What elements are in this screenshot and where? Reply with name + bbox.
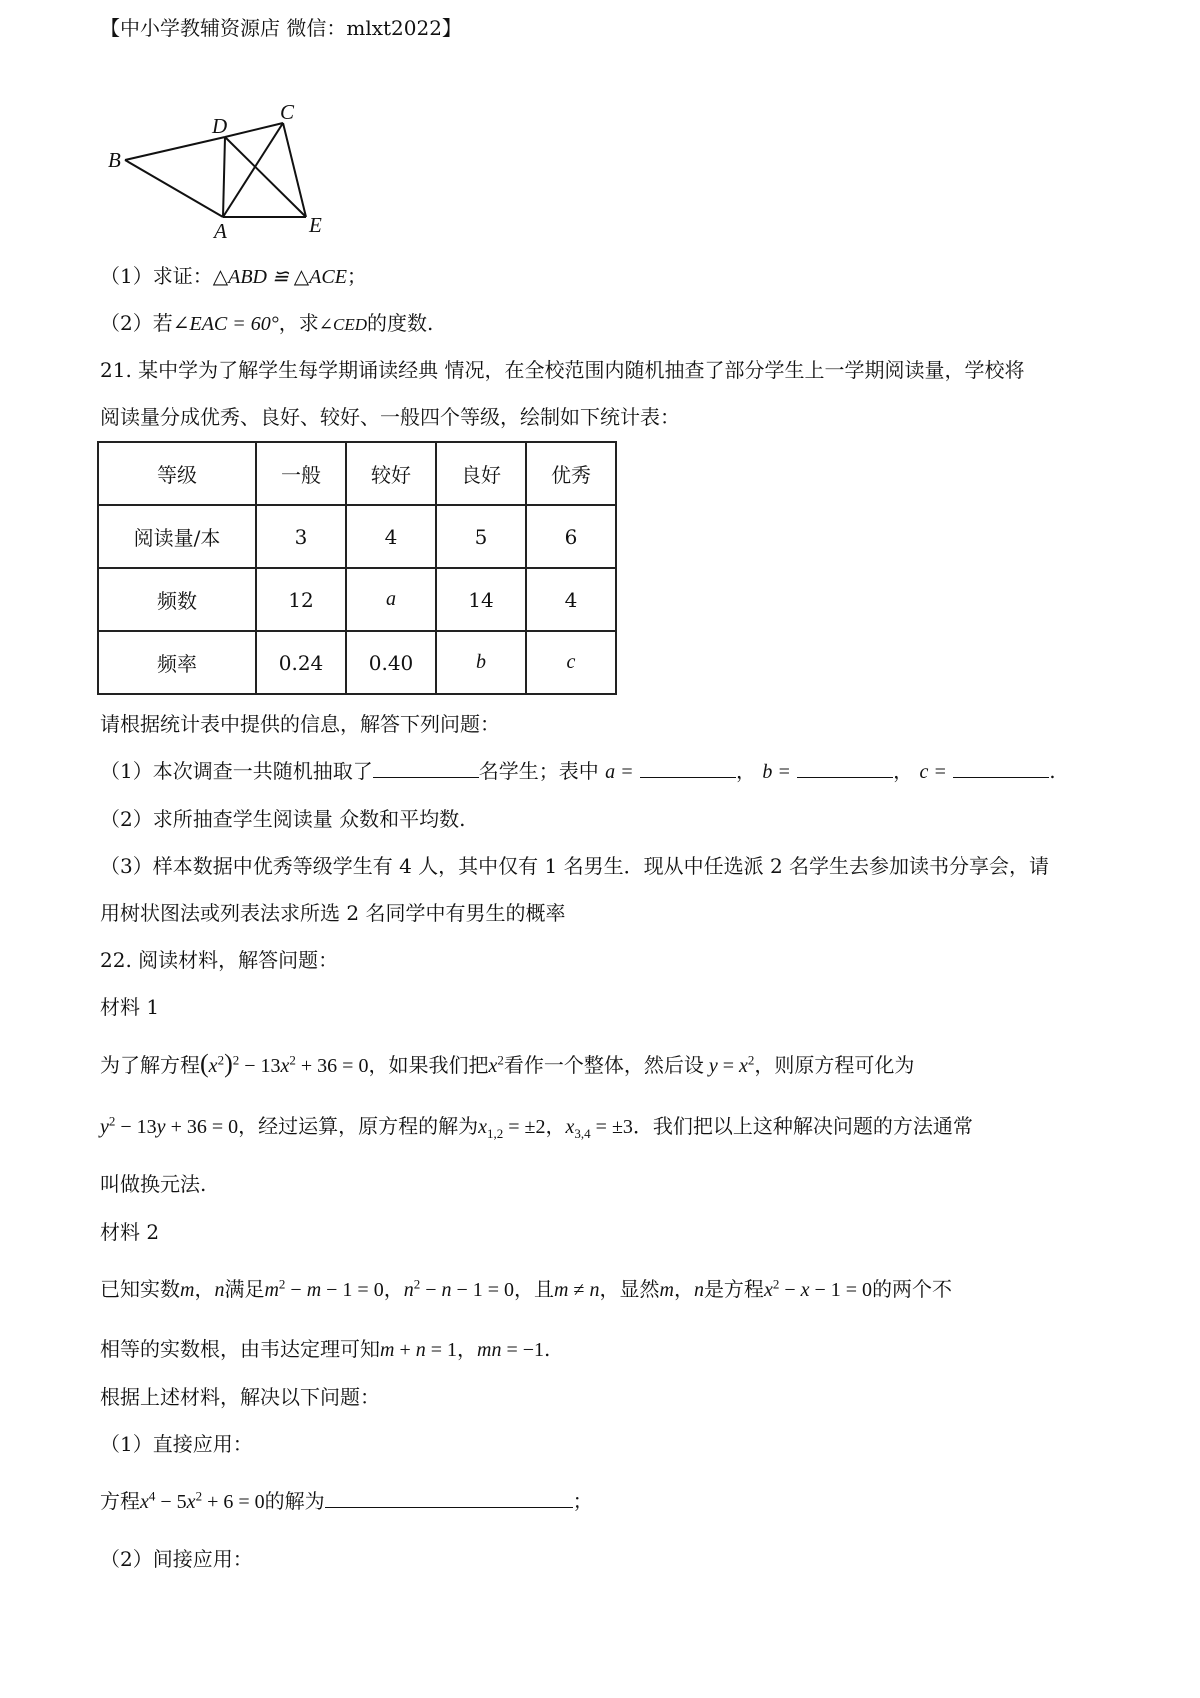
m2-l2-b: ， bbox=[457, 1337, 478, 1361]
table-cell: 频率 bbox=[98, 631, 256, 694]
table-cell: 4 bbox=[526, 568, 616, 631]
q21-part1 bbox=[100, 757, 1056, 786]
answer-blank-a bbox=[640, 759, 736, 778]
s1-eq-end: ； bbox=[572, 1489, 593, 1513]
material1-title: 材料 1 bbox=[100, 995, 160, 1019]
q21-intro-line1: 21. 某中学为了解学生每学期诵读经典 情况，在全校范围内随机抽查了部分学生上一学期阅读量，学校将 bbox=[100, 358, 1025, 382]
label-a: A bbox=[214, 219, 227, 243]
m2-l1-g: 的两个不 bbox=[872, 1277, 953, 1301]
m1-l1-d: ，则原方程可化为 bbox=[754, 1053, 915, 1077]
table-row bbox=[98, 568, 616, 631]
material1-line2 bbox=[100, 1112, 973, 1141]
segment-ce bbox=[283, 123, 306, 217]
table-cell: 12 bbox=[256, 568, 346, 631]
table-cell: b bbox=[436, 631, 526, 694]
q20-p2-math2: ∠CED bbox=[318, 315, 368, 334]
m2-m-neq-n: m ≠ n bbox=[554, 1279, 600, 1301]
q21-p1-c-label: c = bbox=[919, 761, 947, 783]
m1-l1-a: 为了解方程 bbox=[100, 1053, 200, 1077]
table-cell: 较好 bbox=[346, 442, 436, 505]
table-cell: 0.24 bbox=[256, 631, 346, 694]
table-cell: 良好 bbox=[436, 442, 526, 505]
q21-intro-line2: 阅读量分成优秀、良好、较好、一般四个等级，绘制如下统计表： bbox=[100, 405, 680, 429]
m2-l1-f: 是方程 bbox=[703, 1277, 764, 1301]
m1-l2-c: ， bbox=[545, 1114, 566, 1138]
m2-l2-a: 相等的实数根，由韦达定理可知 bbox=[100, 1337, 380, 1361]
label-c: C bbox=[280, 100, 295, 124]
table-cell: c bbox=[526, 631, 616, 694]
m1-solution-34: $x_{3,4} = \pm 3$ bbox=[565, 1116, 633, 1141]
material1-line3: 叫做换元法. bbox=[100, 1172, 207, 1196]
m1-l2-b: ，经过运算，原方程的解为 bbox=[238, 1114, 479, 1138]
m1-equation-original: $(x^2)^2 - 13x^2 + 36 = 0$ bbox=[200, 1049, 369, 1078]
m2-l1-a: 已知实数 bbox=[100, 1277, 180, 1301]
m2-l1-c: ， bbox=[383, 1277, 404, 1301]
answer-blank-c bbox=[953, 759, 1049, 778]
m2-l1-b: 满足 bbox=[224, 1277, 265, 1301]
segment-ca bbox=[223, 123, 283, 217]
q22-intro: 22. 阅读材料，解答问题： bbox=[100, 948, 339, 972]
s1-equation: $x^4 - 5x^2 + 6 = 0$ bbox=[140, 1488, 265, 1513]
s1-eq-b: 的解为 bbox=[264, 1489, 325, 1513]
m1-l1-c: 看作一个整体，然后设 bbox=[503, 1053, 704, 1077]
sub-question-1: （1）直接应用： bbox=[100, 1432, 253, 1456]
table-cell: 0.40 bbox=[346, 631, 436, 694]
material1-line1 bbox=[100, 1050, 914, 1080]
geometry-figure bbox=[100, 95, 340, 245]
table-cell: 频数 bbox=[98, 568, 256, 631]
answer-blank-b bbox=[797, 759, 893, 778]
segment-da bbox=[223, 137, 225, 217]
table-cell: 3 bbox=[256, 505, 346, 568]
material2-line2 bbox=[100, 1335, 550, 1364]
m1-l1-b: ，如果我们把 bbox=[368, 1053, 489, 1077]
m2-product: mn = −1 bbox=[477, 1339, 545, 1361]
m2-l1-d: ，且 bbox=[514, 1277, 555, 1301]
m2-equation-m: $m^2 - m - 1 = 0$ bbox=[264, 1276, 384, 1301]
q20-p1-suffix: ； bbox=[346, 264, 367, 288]
q20-part2 bbox=[100, 309, 433, 339]
m1-substitution: $y = x^2$ bbox=[708, 1052, 755, 1077]
q21-p1-a-label: a = bbox=[605, 761, 634, 783]
table-row bbox=[98, 442, 616, 505]
table-cell: 一般 bbox=[256, 442, 346, 505]
m1-x-squared: $x^2$ bbox=[488, 1052, 504, 1077]
m2-equation-x: $x^2 - x - 1 = 0$ bbox=[763, 1276, 873, 1301]
q21-p1-b-label: b = bbox=[762, 761, 791, 783]
m2-vars-mn-2: m，n bbox=[659, 1279, 704, 1301]
m1-solution-12: $x_{1,2} = \pm 2$ bbox=[478, 1116, 546, 1141]
m2-l1-e: ，显然 bbox=[599, 1277, 660, 1301]
table-row bbox=[98, 505, 616, 568]
sub-question-1-equation bbox=[100, 1487, 593, 1516]
q21-p1-comma1: ， bbox=[735, 759, 756, 783]
q20-p1-math: △ABD ≌ △ACE bbox=[212, 266, 347, 288]
answer-blank-count bbox=[373, 759, 479, 778]
q21-p1-text1: （1）本次调查一共随机抽取了 bbox=[100, 759, 373, 783]
q20-p2-suffix: 的度数. bbox=[367, 311, 434, 335]
q21-part2: （2）求所抽查学生阅读量 众数和平均数. bbox=[100, 807, 466, 831]
segment-ba bbox=[125, 160, 223, 217]
label-b: B bbox=[108, 148, 121, 172]
table-cell: a bbox=[346, 568, 436, 631]
table-cell: 阅读量/本 bbox=[98, 505, 256, 568]
m2-l2-c: . bbox=[544, 1337, 551, 1361]
q21-p1-end: . bbox=[1049, 759, 1056, 783]
m2-sum: m + n = 1 bbox=[380, 1339, 458, 1361]
table-cell: 5 bbox=[436, 505, 526, 568]
answer-blank-s1 bbox=[325, 1489, 573, 1508]
table-cell: 等级 bbox=[98, 442, 256, 505]
m1-l2-d: ．我们把以上这种解决问题的方法通常 bbox=[632, 1114, 973, 1138]
table-row bbox=[98, 631, 616, 694]
q21-part3-line1: （3）样本数据中优秀等级学生有 4 人，其中仅有 1 名男生．现从中任选派 2 名学生去参加读书分享会，请 bbox=[100, 854, 1050, 878]
material2-line1 bbox=[100, 1275, 952, 1304]
stats-table bbox=[97, 441, 617, 695]
header-note: 【中小学教辅资源店 微信：mlxt2022】 bbox=[100, 16, 462, 40]
solve-intro: 根据上述材料，解决以下问题： bbox=[100, 1385, 380, 1409]
m1-equation-y: $y^2 - 13y + 36 = 0$ bbox=[100, 1113, 239, 1138]
table-cell: 优秀 bbox=[526, 442, 616, 505]
label-e: E bbox=[309, 213, 322, 237]
q20-p2-prefix: （2）若 bbox=[100, 311, 173, 335]
table-cell: 4 bbox=[346, 505, 436, 568]
q21-part3-line2: 用树状图法或列表法求所选 2 名同学中有男生的概率 bbox=[100, 901, 566, 925]
q20-p2-mid: ，求 bbox=[278, 311, 319, 335]
q20-p2-math: ∠EAC = 60° bbox=[172, 313, 279, 335]
q21-after-table: 请根据统计表中提供的信息，解答下列问题： bbox=[100, 712, 500, 736]
q21-p1-text2: 名学生；表中 bbox=[478, 759, 599, 783]
segment-bd bbox=[125, 137, 225, 160]
m2-vars-mn: m，n bbox=[180, 1279, 225, 1301]
q20-p1-prefix: （1）求证： bbox=[100, 264, 213, 288]
m2-equation-n: $n^2 - n - 1 = 0$ bbox=[403, 1276, 515, 1301]
sub-question-2: （2）间接应用： bbox=[100, 1547, 253, 1571]
table-cell: 14 bbox=[436, 568, 526, 631]
material2-title: 材料 2 bbox=[100, 1220, 160, 1244]
q21-p1-comma2: ， bbox=[893, 759, 914, 783]
label-d: D bbox=[212, 114, 228, 138]
table-cell: 6 bbox=[526, 505, 616, 568]
q20-part1 bbox=[100, 262, 367, 291]
s1-eq-a: 方程 bbox=[100, 1489, 140, 1513]
